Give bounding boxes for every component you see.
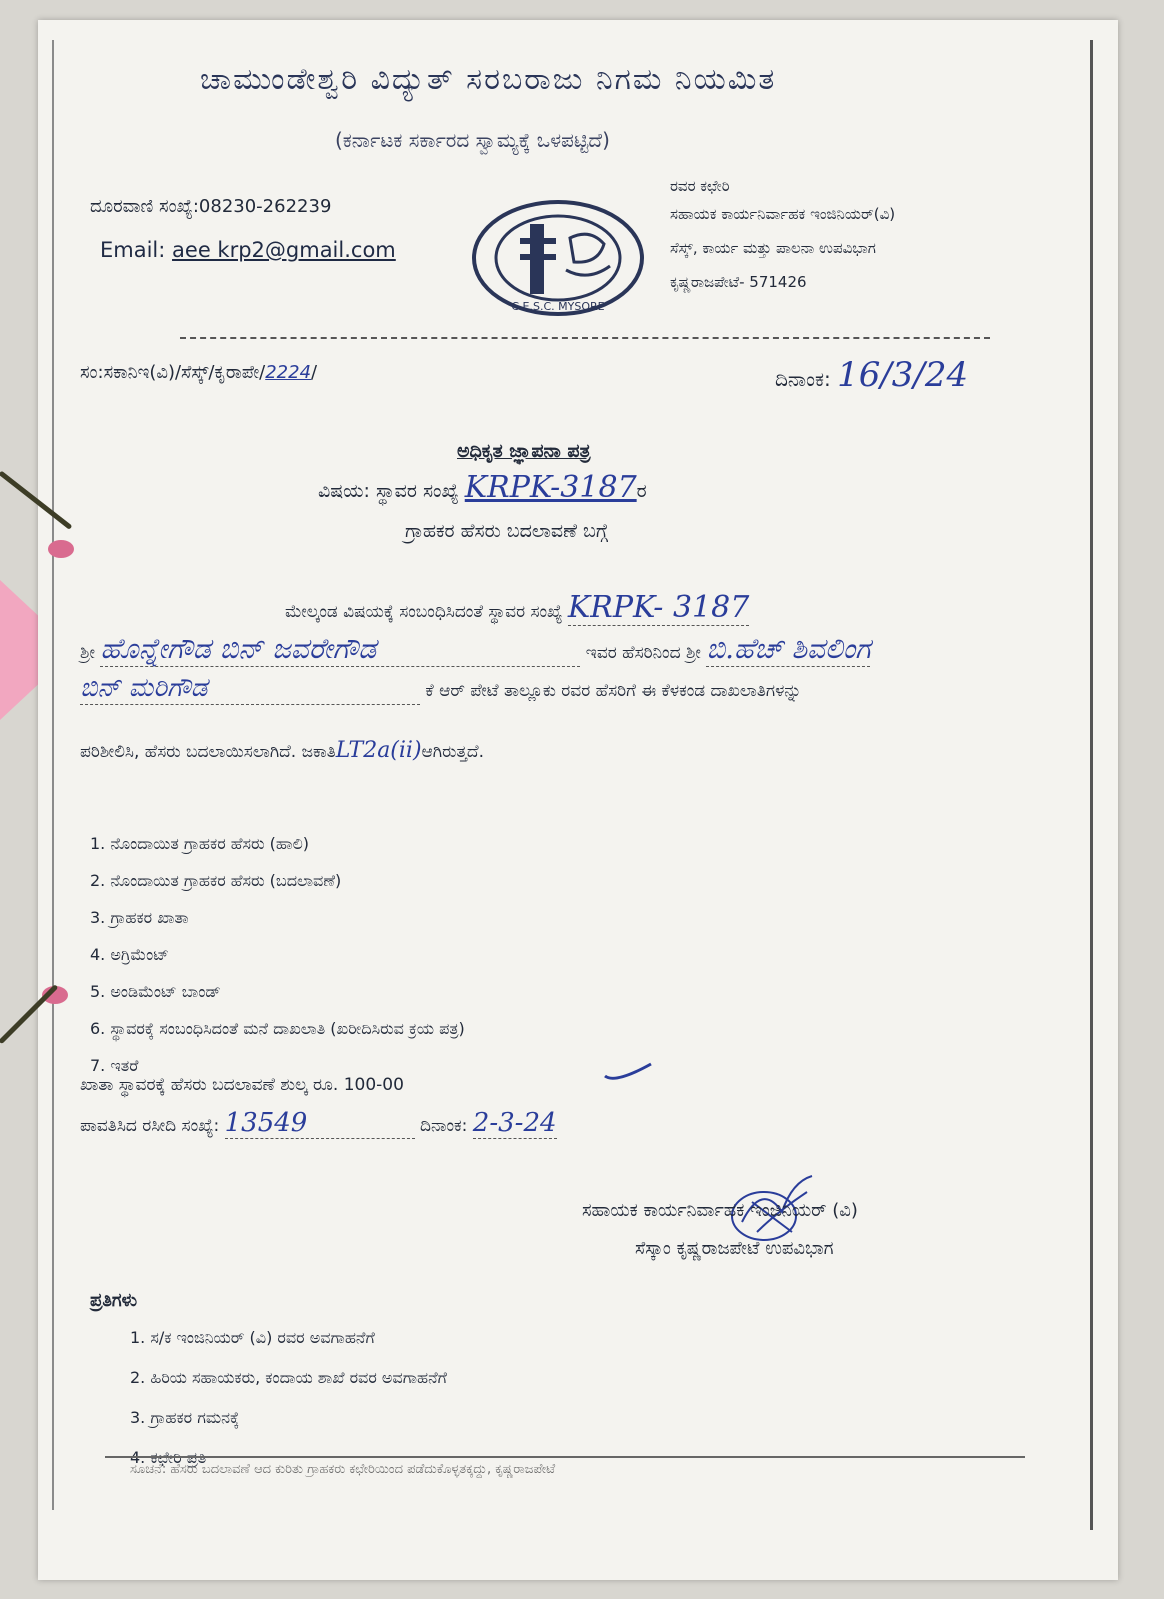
list-item: 1. ನೊಂದಾಯಿತ ಗ್ರಾಹಕರ ಹೆಸರು (ಹಾಲಿ) <box>90 834 310 853</box>
reference-line <box>80 362 317 383</box>
list-item: 3. ಗ್ರಾಹಕರ ಖಾತಾ <box>90 908 189 927</box>
copies-title: ಪ್ರತಿಗಳು <box>90 1290 138 1311</box>
office-line4: ಕೃಷ್ಣರಾಜಪೇಟೆ- 571426 <box>670 273 807 291</box>
tariff-value: LT2a(ii) <box>335 738 422 763</box>
old-consumer-name: ಹೊನ್ನೇಗೌಡ ಬಿನ್ ಜವರೇಗೌಡ <box>100 632 580 667</box>
left-margin-line <box>52 40 54 1510</box>
receipt-date: 2-3-24 <box>472 1108 557 1138</box>
office-line1: ರವರ ಕಛೇರಿ <box>670 177 730 195</box>
receipt-date-label: ದಿನಾಂಕ: <box>420 1116 468 1136</box>
list-item: 4. ಅಗ್ರಿಮೆಂಟ್ <box>90 945 169 964</box>
email-label: Email: <box>100 238 166 262</box>
list-item: 6. ಸ್ಥಾವರಕ್ಕೆ ಸಂಬಂಧಿಸಿದಂತೆ ಮನೆ ದಾಖಲಾತಿ (ಖರೀದಿಸಿರುವ ಕ್ರಯ ಪತ್ರ) <box>90 1019 465 1038</box>
body-line-2-text: ಇವರ ಹೆಸರಿನಿಂದ ಶ್ರೀ <box>585 643 701 663</box>
body-line-3 <box>80 673 801 705</box>
list-item: 1. ಸ/ಕ ಇಂಜಿನಿಯರ್ (ವಿ) ರವರ ಅವಗಾಹನೆಗೆ <box>130 1328 375 1347</box>
phone-number: 08230-262239 <box>198 196 332 217</box>
subject-line-2: ಗ್ರಾಹಕರ ಹೆಸರು ಬದಲಾವಣೆ ಬಗ್ಗೆ <box>405 520 608 542</box>
list-item: 4. ಕಛೇರಿ ಪ್ರತಿ <box>130 1448 207 1467</box>
email-line <box>100 238 396 262</box>
list-item: 7. ಇತರೆ <box>90 1056 139 1075</box>
reference-suffix: / <box>311 362 318 383</box>
memo-heading: ಅಧಿಕೃತ ಜ್ಞಾಪನಾ ಪತ್ರ <box>457 440 591 462</box>
phone-label: ದೂರವಾಣಿ ಸಂಖ್ಯೆ: <box>90 196 199 217</box>
body-line-3-text: ಕೆ ಆರ್ ಪೇಟೆ ತಾಲ್ಲೂಕು ರವರ ಹೆಸರಿಗೆ ಈ ಕೆಳಕಂಡ ದಾಖಲಾತಿಗಳನ್ನು <box>425 681 802 701</box>
list-item: 2. ನೊಂದಾಯಿತ ಗ್ರಾಹಕರ ಹೆಸರು (ಬದಲಾವಣೆ) <box>90 871 342 890</box>
date-value: 16/3/24 <box>837 355 969 395</box>
list-item: 3. ಗ್ರಾಹಕರ ಗಮನಕ್ಕೆ <box>130 1408 240 1427</box>
list-item: 2. ಹಿರಿಯ ಸಹಾಯಕರು, ಕಂದಾಯ ಶಾಖೆ ರವರ ಅವಗಾಹನೆಗೆ <box>130 1368 447 1387</box>
signatory-office: ಸೆಸ್ಕಾಂ ಕೃಷ್ಣರಾಜಪೇಟೆ ಉಪವಿಭಾಗ <box>635 1238 834 1259</box>
footer-note: ಸೂಚನೆ: ಹೆಸರು ಬದಲಾವಣೆ ಆದ ಕುರಿತು ಗ್ರಾಹಕರು ಕಛೇರಿಯಿಂದ ಪಡೆದುಕೊಳ್ಳತಕ್ಕದ್ದು, ಕೃಷ್ಣರಾಜಪೇಟೆ <box>130 1462 556 1477</box>
date-label: ದಿನಾಂಕ: <box>775 367 831 391</box>
new-consumer-name: ಬಿ.ಹೆಚ್ ಶಿವಲಿಂಗ <box>706 632 871 665</box>
punch-hole-top <box>48 540 74 558</box>
body-line-4-text1: ಪರಿಶೀಲಿಸಿ, ಹೆಸರು ಬದಲಾಯಿಸಲಾಗಿದೆ. ಜಕಾತಿ <box>80 742 336 762</box>
subject-suffix: ರ <box>636 480 647 502</box>
header-divider <box>180 337 990 339</box>
body-line-2 <box>80 632 870 667</box>
receipt-label: ಪಾವತಿಸಿದ ರಸೀದಿ ಸಂಖ್ಯೆ: <box>80 1116 220 1136</box>
list-item: 5. ಅಂಡಿಮೆಂಟ್ ಬಾಂಡ್ <box>90 982 221 1001</box>
body-line-4 <box>80 738 484 763</box>
right-margin-line <box>1090 40 1093 1530</box>
fee-line: ಖಾತಾ ಸ್ಥಾವರಕ್ಕೆ ಹೆಸರು ಬದಲಾವಣೆ ಶುಲ್ಕ ರೂ. 100-00 <box>80 1075 404 1095</box>
new-consumer-name-cont: ಬಿನ್ ಮರಿಗೌಡ <box>80 673 420 705</box>
body-line-1 <box>285 590 749 626</box>
subject-prefix: ವಿಷಯ: ಸ್ಥಾವರ ಸಂಖ್ಯೆ <box>318 480 459 502</box>
body-line-2-prefix: ಶ್ರೀ <box>80 643 95 663</box>
logo-text: C.E.S.C. MYSORE <box>511 300 605 313</box>
reference-label: ಸಂ:ಸಕಾನಿಇ(ವಿ)/ಸೆಸ್ಕ್/ಕೃರಾಪೇ/ <box>80 362 266 383</box>
office-line3: ಸೆಸ್ಕ್, ಕಾರ್ಯ ಮತ್ತು ಪಾಲನಾ ಉಪವಿಭಾಗ <box>670 239 876 257</box>
phone-line <box>90 196 331 217</box>
office-line2: ಸಹಾಯಕ ಕಾರ್ಯನಿರ್ವಾಹಕ ಇಂಜಿನಿಯರ್(ವಿ) <box>670 205 896 223</box>
date-line <box>775 355 968 395</box>
enclosure-list <box>90 825 465 1084</box>
email-address[interactable]: aee krp2@gmail.com <box>172 238 396 262</box>
copies-list <box>130 1318 447 1478</box>
subject-installation-number: KRPK-3187 <box>464 470 637 505</box>
footer-divider <box>105 1456 1025 1458</box>
body-line-1-text: ಮೇಲ್ಕಂಡ ವಿಷಯಕ್ಕೆ ಸಂಬಂಧಿಸಿದಂತೆ ಸ್ಥಾವರ ಸಂಖ್ಯೆ <box>285 602 563 622</box>
reference-number: 2224 <box>265 362 312 383</box>
subject-line <box>318 470 647 505</box>
receipt-number: 13549 <box>225 1108 415 1139</box>
cesc-logo-icon <box>470 198 646 322</box>
office-address <box>670 175 895 299</box>
receipt-line <box>80 1108 557 1139</box>
body-line-4-text2: ಆಗಿರುತ್ತದೆ. <box>421 742 484 762</box>
org-name: ಚಾಮುಂಡೇಶ್ವರಿ ವಿದ್ಯುತ್ ಸರಬರಾಜು ನಿಗಮ ನಿಯಮಿತ <box>200 62 777 97</box>
body-installation-number: KRPK- 3187 <box>567 590 750 625</box>
signatory-title: ಸಹಾಯಕ ಕಾರ್ಯನಿರ್ವಾಹಕ ಇಂಜಿನಿಯರ್ (ವಿ) <box>582 1200 858 1221</box>
checkmark-icon <box>603 1062 653 1084</box>
org-subtitle: (ಕರ್ನಾಟಕ ಸರ್ಕಾರದ ಸ್ವಾಮ್ಯಕ್ಕೆ ಒಳಪಟ್ಟಿದೆ) <box>335 128 610 152</box>
